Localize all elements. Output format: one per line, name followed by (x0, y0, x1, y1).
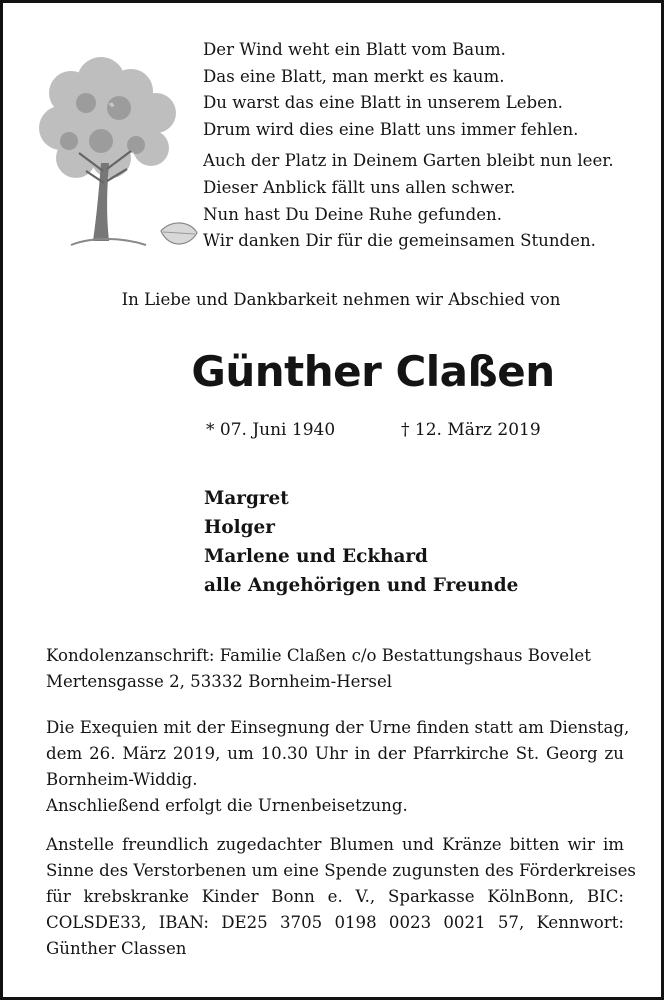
poem-line: Dieser Anblick fällt uns allen schwer. (203, 177, 516, 197)
donation-line: Anstelle freundlich zugedachter Blumen und Kränze bitten wir im (46, 835, 624, 854)
farewell-intro: In Liebe und Dankbarkeit nehmen wir Abschied von (121, 290, 561, 309)
ceremony-info (46, 715, 630, 819)
birth-date: * 07. Juni 1940 (206, 420, 336, 440)
mourners-list (204, 484, 518, 600)
death-date: † 12. März 2019 (401, 420, 541, 440)
ceremony-line: Die Exequien mit der Einsegnung der Urne finden statt am Dienstag, (46, 718, 630, 737)
poem-stanza-1 (203, 37, 614, 143)
poem-line: Du warst das eine Blatt in unserem Leben. (203, 93, 563, 113)
donation-line: Sinne des Verstorbenen um eine Spende zugunsten des Förderkreises (46, 861, 636, 880)
donation-line: für krebskranke Kinder Bonn e. V., Sparkasse KölnBonn, BIC: (46, 887, 624, 906)
poem-line: Auch der Platz in Deinem Garten bleibt nun leer. (203, 151, 614, 171)
poem-line: Drum wird dies eine Blatt uns immer fehlen. (203, 119, 579, 139)
poem-line: Wir danken Dir für die gemeinsamen Stunden. (203, 231, 596, 251)
poem (203, 37, 614, 255)
tree-icon (31, 53, 201, 265)
poem-line: Der Wind weht ein Blatt vom Baum. (203, 40, 506, 59)
address-line: Kondolenzanschrift: Familie Claßen c/o Bestattungshaus Bovelet (46, 646, 591, 665)
mourner: alle Angehörigen und Freunde (204, 575, 519, 596)
donation-line: Günther Classen (46, 939, 187, 958)
donation-line: COLSDE33, IBAN: DE25 3705 0198 0023 0021 57, Kennwort: (46, 913, 624, 932)
poem-line: Nun hast Du Deine Ruhe gefunden. (203, 204, 503, 224)
poem-stanza-2 (203, 148, 614, 254)
poem-line: Das eine Blatt, man merkt es kaum. (203, 66, 505, 86)
mourner: Holger (204, 517, 275, 538)
mourner: Margret (204, 488, 289, 509)
condolence-address (46, 643, 624, 695)
address-line: Mertensgasse 2, 53332 Bornheim-Hersel (46, 672, 393, 691)
falling-leaf-icon (161, 223, 197, 244)
ceremony-line: Anschließend erfolgt die Urnenbeisetzung. (46, 796, 408, 815)
donation-request (46, 832, 636, 962)
ceremony-line: dem 26. März 2019, um 10.30 Uhr in der Pfarrkirche St. Georg zu (46, 744, 624, 763)
ceremony-line: Bornheim-Widdig. (46, 770, 198, 789)
deceased-name: Günther Claßen (191, 347, 555, 396)
mourner: Marlene und Eckhard (204, 546, 428, 567)
